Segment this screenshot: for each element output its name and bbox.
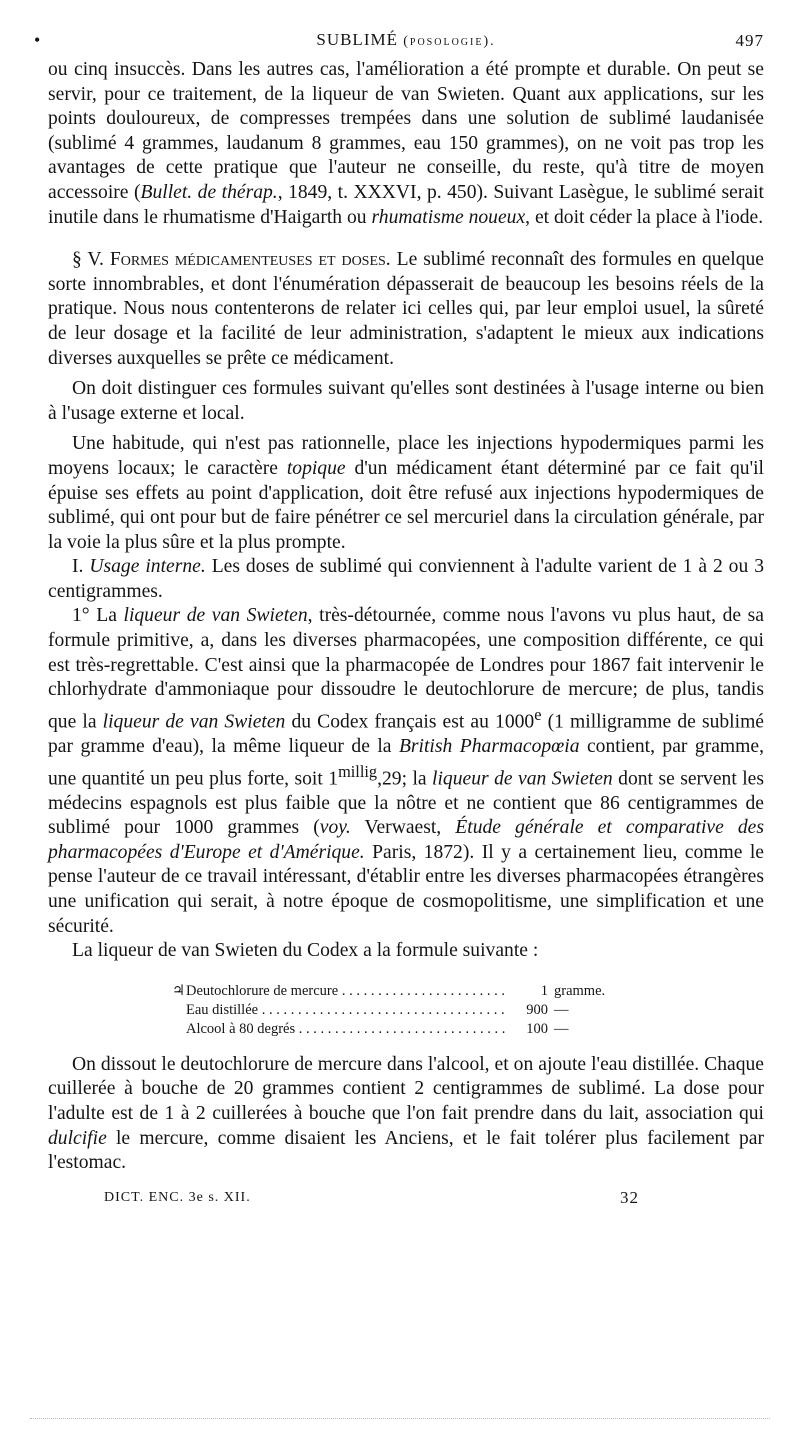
text-run: (1 milligramme de sublimé par gramme d'eau), la même liqueur de la <box>48 711 765 757</box>
formula-quantity: 1 <box>540 982 548 999</box>
formula-row <box>172 1020 630 1039</box>
formula-label-text: Eau distillée <box>186 1001 259 1018</box>
text-run: , 1849, t. XXXVI, p. 450). Suivant Lasègue, le sublimé serait inutile dans le rhumatisme d'Haigarth ou <box>48 181 764 228</box>
formula-quantity: 900 <box>526 1001 548 1018</box>
term-italic: rhumatisme noueux <box>371 206 526 228</box>
superscript: millig <box>338 761 378 781</box>
recipe-symbol: ♃ <box>172 982 185 999</box>
text-run: d'un médicament étant déterminé par ce fait qu'il épuise ses effets au point d'application, doit être refusé aux injections hypodermiques de sublimé, qui ont pour but de faire pénétrer ce sel mercuriel dans la circulation générale, par la voie la plus sûre et la plus prompte. <box>48 457 764 553</box>
text-run: On dissout le deutochlorure de mercure dans l'alcool, et on ajoute l'eau distillée. Chaque cuillerée à bouche de 20 grammes contient 2 centigrammes de sublimé. La dose pour l'adulte est de 1 à 2 cuillerées à bouche que l'on fait prendre dans du lait, association qui <box>48 1053 764 1125</box>
term-italic: voy. <box>319 817 351 839</box>
text-run: , et doit céder la place à l'iode. <box>525 206 764 228</box>
formula-label-text: Deutochlorure de mercure <box>186 982 339 999</box>
paragraph-usage-interne <box>48 555 764 604</box>
term-italic: topique <box>286 457 346 479</box>
footer-signature: DICT. ENC. 3e s. XII. <box>104 1189 251 1205</box>
text-run: contient, par gramme, une quantité un peu plus forte, soit 1 <box>48 735 764 790</box>
paragraph-section-v <box>48 248 764 371</box>
paragraph-formule-intro <box>48 939 764 964</box>
header-title <box>48 30 764 50</box>
section-mark: § V. <box>72 249 104 271</box>
text-run: , très-détournée, comme nous l'avons vu plus haut, de sa formule primitive, a, dans les diverses pharmacopées, une composition différente, ce qui est très-regrettable. C'est ainsi que la pharmacopée de Londres pour 1867 fait intervenir le chlorhydrate d'ammoniaque pour dissoudre le deutochlorure de mercure; de plus, tandis que la <box>48 605 764 733</box>
formula-unit: — <box>554 1001 569 1018</box>
formula-label-text: Alcool à 80 degrés <box>186 1020 296 1037</box>
text-run: On doit distinguer ces formules suivant qu'elles sont destinées à l'usage interne ou bien à l'usage externe et local. <box>48 378 764 424</box>
formula-unit: gramme. <box>554 982 606 999</box>
term-italic: liqueur de van Swieten <box>102 711 286 733</box>
text-run: La liqueur de van Swieten du Codex a la formule suivante : <box>72 940 539 962</box>
text-run: Le sublimé reconnaît des formules en quelque sorte innombrables, et dont l'énumération dépasserait de beaucoup les besoins réels de la pratique. Nous nous contenterons de relater ici celles qui, par leur emploi usuel, la sûreté de leur dosage et la facilité de leur administration, s'adaptent le mieux aux indications diverses auxquelles se prête ce médicament. <box>48 249 764 369</box>
running-header <box>34 28 764 58</box>
text-run: dont se servent les médecins espagnols est plus faible que la nôtre et ne contient que 86 centigrammes de sublimé pour 1000 grammes ( <box>48 768 764 839</box>
page-number: 497 <box>735 31 764 50</box>
text-run: du Codex français est au 1000 <box>285 711 535 733</box>
paragraph-distinction <box>48 377 764 426</box>
formula-unit: — <box>554 1020 569 1037</box>
text-run: Les doses de sublimé qui conviennent à l'adulte varient de 1 à 2 ou 3 centigrammes. <box>48 556 764 602</box>
scan-noise-line <box>30 1418 770 1423</box>
text-run: I. <box>72 556 90 578</box>
page-footer <box>48 1188 764 1212</box>
header-title-main: SUBLIMÉ <box>316 30 398 49</box>
paragraph-rhumatisme <box>48 58 764 230</box>
paragraph-liqueur <box>48 604 764 939</box>
page <box>34 28 765 1212</box>
subheading-italic: Usage interne. <box>89 556 206 578</box>
text-run: ,29; la <box>377 768 433 790</box>
term-italic: British Pharmacopœia <box>398 735 580 757</box>
footer-sheet-number: 32 <box>620 1187 639 1207</box>
formula-label <box>172 1001 506 1020</box>
text-run: Paris, 1872). Il y a certainement lieu, comme le pense l'auteur de ce travail intéressant, d'établir entre les diverses pharmacopées étrangères une unification qui serait, à notre époque de cosmopolitisme, une simplification et une sécurité. <box>48 841 764 937</box>
citation-italic: Bullet. de thérap. <box>140 181 278 203</box>
section-heading: Formes médicamenteuses et doses. <box>109 249 391 271</box>
header-title-sub: (posologie). <box>403 34 496 49</box>
formula-label <box>172 1020 506 1039</box>
formula-label <box>172 982 506 1001</box>
term-italic: dulcifie <box>48 1127 107 1149</box>
formula-row <box>172 1001 630 1020</box>
text-run: Une habitude, qui n'est pas rationnelle, place les injections hypodermiques parmi les moyens locaux; le caractère <box>48 433 764 479</box>
text-run: 1° La <box>72 605 124 627</box>
paragraph-injections <box>48 432 764 555</box>
term-italic: liqueur de van Swieten <box>123 605 308 627</box>
term-italic: liqueur de van Swieten <box>432 768 613 790</box>
citation-italic: Étude générale et comparative des pharmacopées d'Europe et d'Amérique. <box>48 817 765 863</box>
text-run: Verwaest, <box>350 817 456 839</box>
formula-table <box>172 982 764 1039</box>
formula-row <box>172 982 630 1001</box>
header-dot: • <box>34 30 42 50</box>
superscript: e <box>534 704 542 724</box>
formula-quantity: 100 <box>526 1020 548 1037</box>
text-run: le mercure, comme disaient les Anciens, et le fait tolérer plus facilement par l'estomac. <box>48 1127 764 1174</box>
paragraph-preparation <box>48 1053 764 1176</box>
text-run: ou cinq insuccès. Dans les autres cas, l'amélioration a été prompte et durable. On peut se servir, pour ce traitement, de la liqueur de van Swieten. Quant aux applications, sur les points douloureux, de compresses trempées dans une solution de sublimé laudanisée (sublimé 4 grammes, laudanum 8 grammes, eau 150 grammes), on ne voit pas trop les avantages de cette pratique que l'auteur ne conseille, du reste, qu'à titre de moyen accessoire ( <box>48 59 764 203</box>
